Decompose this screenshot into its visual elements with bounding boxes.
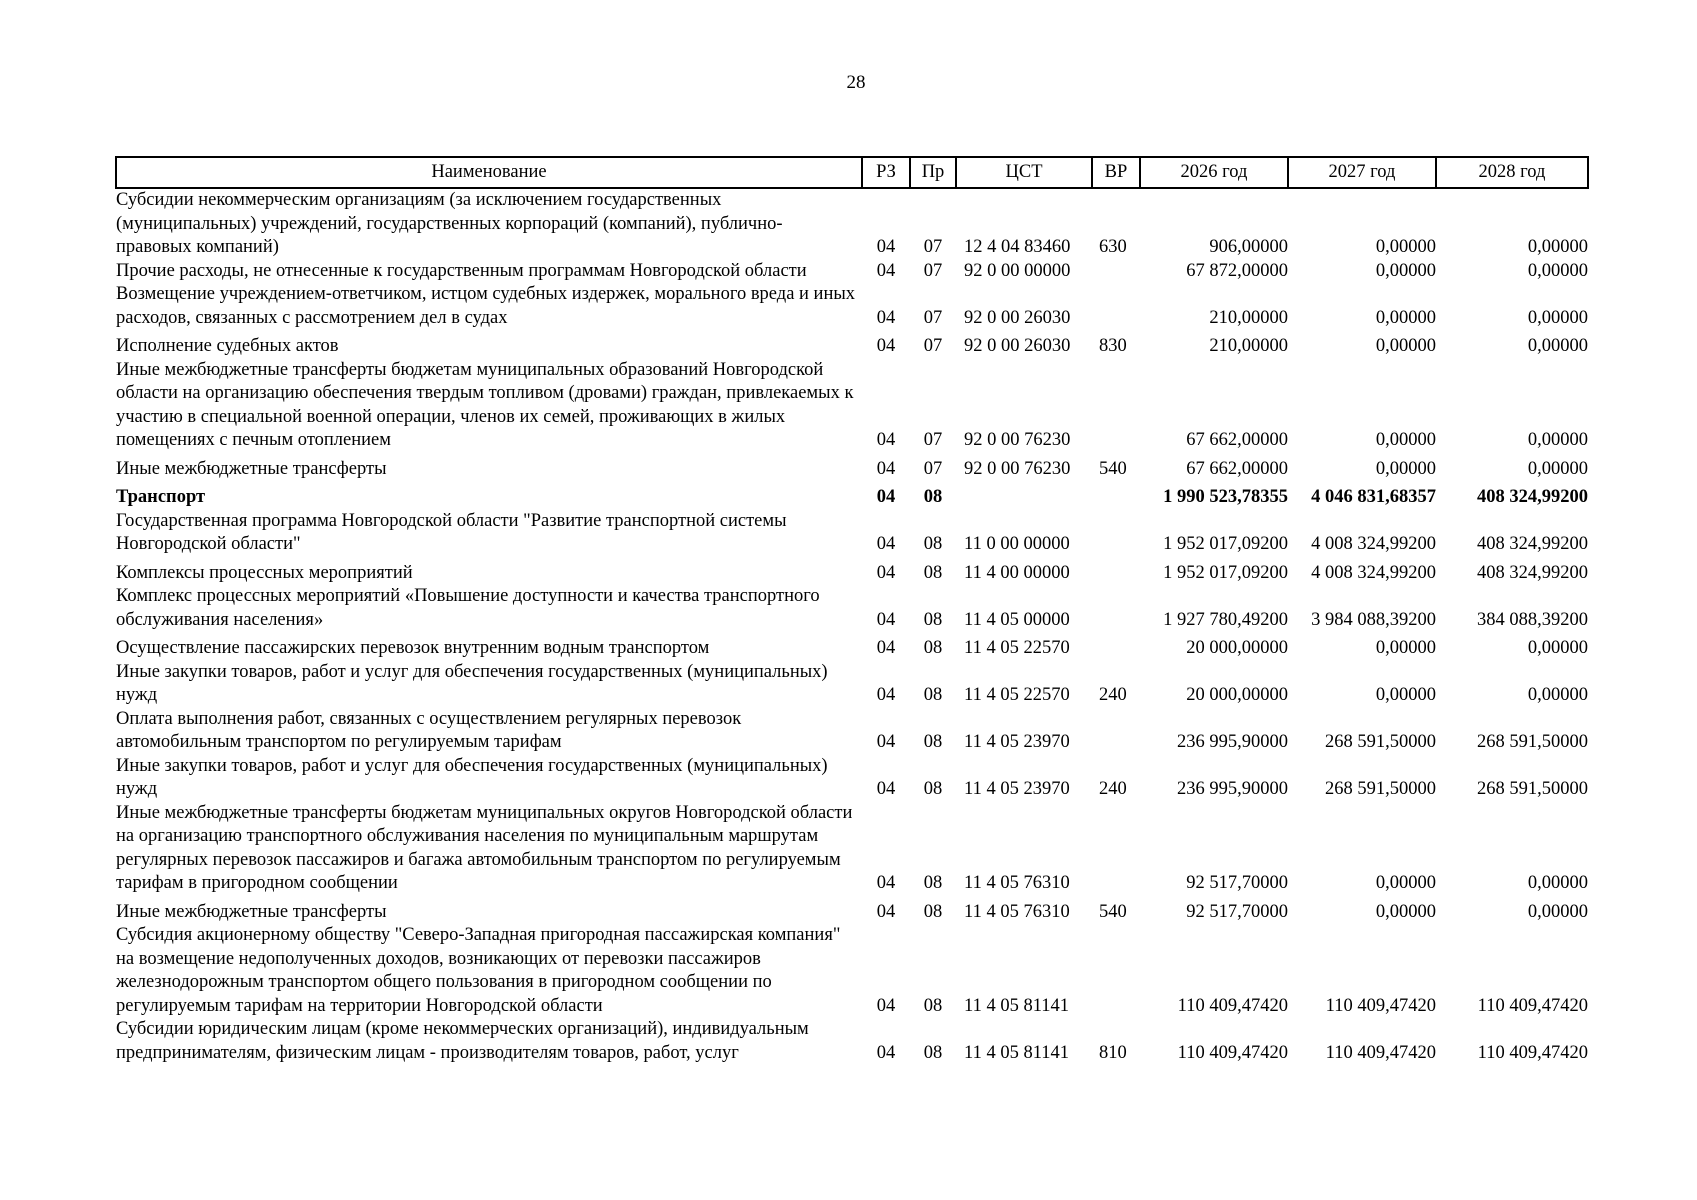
cell-2027: 0,00000 bbox=[1375, 260, 1436, 281]
cell-vr bbox=[1092, 632, 1140, 661]
cell-pr: 08 bbox=[923, 732, 943, 752]
table-row bbox=[116, 632, 1588, 661]
cell-name: Транспорт bbox=[116, 487, 206, 507]
cell-vr bbox=[1092, 359, 1140, 453]
table-row bbox=[116, 481, 1588, 510]
cell-pr: 08 bbox=[923, 534, 943, 554]
cell-2027: 0,00000 bbox=[1375, 638, 1436, 658]
cell-vr bbox=[1092, 924, 1140, 1018]
cell-2026: 1 952 017,09200 bbox=[1163, 562, 1288, 583]
cell-pr: 08 bbox=[923, 873, 943, 893]
cell-cst: 11 4 05 76310 bbox=[964, 901, 1070, 922]
cell-pr: 08 bbox=[923, 1042, 943, 1063]
cell-name: Иные межбюджетные трансферты бюджетам муниципальных образований Новгородской области на организацию обеспечения твердым топливом (дровами) граждан, привлекаемых к участию в специальной военной операции, членов их семей, проживающих в жилых помещениях с печным отоплением bbox=[116, 359, 854, 450]
cell-rz: 04 bbox=[876, 609, 896, 630]
cell-2028: 268 591,50000 bbox=[1477, 732, 1588, 752]
cell-cst: 11 0 00 00000 bbox=[964, 534, 1070, 554]
cell-rz: 04 bbox=[876, 638, 896, 658]
cell-2027: 0,00000 bbox=[1375, 901, 1436, 922]
cell-rz: 04 bbox=[876, 260, 896, 281]
cell-vr bbox=[1092, 585, 1140, 632]
cell-vr bbox=[1092, 708, 1140, 755]
cell-2027: 110 409,47420 bbox=[1325, 995, 1436, 1016]
cell-2027: 268 591,50000 bbox=[1325, 732, 1436, 752]
cell-2027: 4 008 324,99200 bbox=[1311, 562, 1436, 583]
cell-cst: 11 4 05 23970 bbox=[964, 779, 1070, 799]
cell-2026: 906,00000 bbox=[1209, 237, 1288, 257]
cell-2028: 268 591,50000 bbox=[1477, 779, 1588, 799]
table-row bbox=[116, 283, 1588, 330]
header-2027: 2027 год bbox=[1288, 157, 1436, 188]
cell-2027: 0,00000 bbox=[1375, 307, 1436, 328]
cell-rz: 04 bbox=[876, 873, 896, 893]
cell-2027: 0,00000 bbox=[1375, 336, 1436, 356]
cell-2027: 268 591,50000 bbox=[1325, 779, 1436, 799]
cell-2027: 4 046 831,68357 bbox=[1311, 487, 1436, 507]
cell-2027: 4 008 324,99200 bbox=[1311, 534, 1436, 554]
cell-pr: 07 bbox=[923, 430, 943, 450]
cell-cst: 92 0 00 26030 bbox=[964, 336, 1071, 356]
cell-name: Иные межбюджетные трансферты bbox=[116, 901, 387, 922]
cell-2026: 67 872,00000 bbox=[1186, 260, 1288, 281]
cell-pr: 08 bbox=[923, 779, 943, 799]
cell-2028: 110 409,47420 bbox=[1477, 995, 1588, 1016]
cell-2028: 0,00000 bbox=[1527, 307, 1588, 328]
cell-name: Субсидии юридическим лицам (кроме некоммерческих организаций), индивидуальным предпринимателям, физическим лицам - производителям товаров, работ, услуг bbox=[116, 1019, 809, 1063]
cell-rz: 04 bbox=[876, 534, 896, 554]
cell-cst: 11 4 05 22570 bbox=[964, 685, 1070, 705]
table-row bbox=[116, 661, 1588, 708]
table-row bbox=[116, 896, 1588, 925]
cell-name: Возмещение учреждением-ответчиком, истцом судебных издержек, морального вреда и иных расходов, связанных с рассмотрением дел в судах bbox=[116, 284, 856, 328]
cell-vr: 630 bbox=[1099, 237, 1127, 257]
table-row bbox=[116, 359, 1588, 453]
table-row bbox=[116, 260, 1588, 284]
cell-vr bbox=[1092, 283, 1140, 330]
cell-2027: 0,00000 bbox=[1375, 873, 1436, 893]
cell-2026: 1 990 523,78355 bbox=[1163, 487, 1288, 507]
cell-2026: 210,00000 bbox=[1209, 307, 1288, 328]
cell-cst: 92 0 00 76230 bbox=[964, 458, 1071, 479]
table-row bbox=[116, 453, 1588, 482]
cell-rz: 04 bbox=[876, 237, 896, 257]
cell-cst: 11 4 05 81141 bbox=[964, 1042, 1070, 1063]
cell-rz: 04 bbox=[876, 562, 896, 583]
cell-vr: 540 bbox=[1099, 458, 1127, 479]
cell-rz: 04 bbox=[876, 336, 896, 356]
cell-rz: 04 bbox=[876, 779, 896, 799]
cell-vr bbox=[1092, 802, 1140, 896]
cell-2026: 92 517,70000 bbox=[1186, 901, 1288, 922]
cell-2028: 0,00000 bbox=[1527, 873, 1588, 893]
cell-pr: 08 bbox=[923, 638, 943, 658]
cell-rz: 04 bbox=[876, 901, 896, 922]
cell-cst: 11 4 05 00000 bbox=[964, 609, 1070, 630]
cell-pr: 07 bbox=[923, 237, 943, 257]
cell-name: Исполнение судебных актов bbox=[116, 336, 339, 356]
cell-cst: 11 4 00 00000 bbox=[964, 562, 1070, 583]
cell-name: Оплата выполнения работ, связанных с осуществлением регулярных перевозок автомобильным транспортом по регулируемым тарифам bbox=[116, 708, 742, 752]
cell-2028: 0,00000 bbox=[1527, 458, 1588, 479]
cell-cst: 92 0 00 76230 bbox=[964, 430, 1071, 450]
header-rz: РЗ bbox=[862, 157, 910, 188]
header-2028: 2028 год bbox=[1436, 157, 1588, 188]
cell-pr: 07 bbox=[923, 458, 943, 479]
cell-pr: 08 bbox=[923, 685, 943, 705]
page-number: 28 bbox=[846, 72, 866, 93]
cell-cst: 92 0 00 00000 bbox=[964, 260, 1071, 281]
header-cst: ЦСТ bbox=[956, 157, 1092, 188]
cell-cst: 11 4 05 81141 bbox=[964, 995, 1070, 1016]
cell-2027: 0,00000 bbox=[1375, 458, 1436, 479]
cell-2028: 110 409,47420 bbox=[1477, 1042, 1588, 1063]
cell-2026: 110 409,47420 bbox=[1177, 995, 1288, 1016]
cell-name: Прочие расходы, не отнесенные к государственным программам Новгородской области bbox=[116, 260, 807, 281]
cell-2026: 92 517,70000 bbox=[1186, 873, 1288, 893]
cell-pr: 08 bbox=[923, 609, 943, 630]
cell-name: Субсидия акционерному обществу "Северо-Западная пригородная пассажирская компания" на возмещение недополученных доходов, возникающих от перевозки пассажиров железнодорожным транспортом общего пользования в пригородном сообщении по регулируемым тарифам на территории Новгородской области bbox=[116, 925, 841, 1016]
table-row bbox=[116, 802, 1588, 896]
cell-2027: 3 984 088,39200 bbox=[1311, 609, 1436, 630]
cell-2026: 20 000,00000 bbox=[1186, 638, 1288, 658]
cell-rz: 04 bbox=[876, 430, 896, 450]
cell-name: Иные межбюджетные трансферты бюджетам муниципальных округов Новгородской области на организацию транспортного обслуживания населения по муниципальным маршрутам регулярных перевозок пассажиров и багажа автомобильным транспортом по регулируемым тарифам в пригородном сообщении bbox=[116, 802, 853, 893]
cell-2028: 0,00000 bbox=[1527, 237, 1588, 257]
cell-pr: 08 bbox=[923, 562, 943, 583]
cell-2027: 0,00000 bbox=[1375, 430, 1436, 450]
cell-2026: 236 995,90000 bbox=[1177, 779, 1288, 799]
cell-2028: 0,00000 bbox=[1527, 336, 1588, 356]
cell-pr: 08 bbox=[923, 995, 943, 1016]
cell-2027: 110 409,47420 bbox=[1325, 1042, 1436, 1063]
cell-cst: 12 4 04 83460 bbox=[964, 237, 1071, 257]
table-row bbox=[116, 510, 1588, 557]
cell-name: Государственная программа Новгородской области "Развитие транспортной системы Новгородской области" bbox=[116, 510, 787, 554]
cell-name: Субсидии некоммерческим организациям (за исключением государственных (муниципальных) учреждений, государственных корпораций (компаний), публично-правовых компаний) bbox=[116, 190, 783, 257]
cell-pr: 07 bbox=[923, 307, 943, 328]
cell-cst: 11 4 05 23970 bbox=[964, 732, 1070, 752]
table-row bbox=[116, 1018, 1588, 1065]
cell-name: Комплексы процессных мероприятий bbox=[116, 562, 413, 583]
cell-2027: 0,00000 bbox=[1375, 237, 1436, 257]
cell-2026: 67 662,00000 bbox=[1186, 430, 1288, 450]
cell-name: Иные закупки товаров, работ и услуг для обеспечения государственных (муниципальных) нужд bbox=[116, 755, 828, 799]
cell-2026: 210,00000 bbox=[1209, 336, 1288, 356]
cell-vr: 240 bbox=[1099, 685, 1127, 705]
cell-vr bbox=[1092, 557, 1140, 586]
cell-rz: 04 bbox=[876, 487, 896, 507]
cell-vr: 240 bbox=[1099, 779, 1127, 799]
table-row bbox=[116, 557, 1588, 586]
table-row bbox=[116, 188, 1588, 260]
cell-2026: 1 927 780,49200 bbox=[1163, 609, 1288, 630]
cell-2028: 0,00000 bbox=[1527, 901, 1588, 922]
cell-name: Комплекс процессных мероприятий «Повышение доступности и качества транспортного обслуживания населения» bbox=[116, 586, 820, 630]
table-row bbox=[116, 755, 1588, 802]
cell-pr: 07 bbox=[923, 260, 943, 281]
cell-2027: 0,00000 bbox=[1375, 685, 1436, 705]
cell-2026: 110 409,47420 bbox=[1177, 1042, 1288, 1063]
cell-rz: 04 bbox=[876, 995, 896, 1016]
header-pr: Пр bbox=[910, 157, 956, 188]
cell-2026: 1 952 017,09200 bbox=[1163, 534, 1288, 554]
table-row bbox=[116, 585, 1588, 632]
cell-cst: 11 4 05 76310 bbox=[964, 873, 1070, 893]
cell-2028: 0,00000 bbox=[1527, 260, 1588, 281]
cell-pr: 07 bbox=[923, 336, 943, 356]
header-2026: 2026 год bbox=[1140, 157, 1288, 188]
cell-vr: 830 bbox=[1099, 336, 1127, 356]
cell-2028: 0,00000 bbox=[1527, 638, 1588, 658]
cell-vr bbox=[1092, 260, 1140, 284]
cell-name: Осуществление пассажирских перевозок внутренним водным транспортом bbox=[116, 638, 710, 658]
cell-2028: 0,00000 bbox=[1527, 685, 1588, 705]
cell-vr bbox=[1092, 510, 1140, 557]
table-row bbox=[116, 924, 1588, 1018]
cell-vr: 810 bbox=[1099, 1042, 1127, 1063]
cell-vr: 540 bbox=[1099, 901, 1127, 922]
cell-vr bbox=[1092, 481, 1140, 510]
header-vr: ВР bbox=[1092, 157, 1140, 188]
cell-2026: 20 000,00000 bbox=[1186, 685, 1288, 705]
cell-rz: 04 bbox=[876, 732, 896, 752]
cell-name: Иные межбюджетные трансферты bbox=[116, 458, 387, 479]
table-body bbox=[116, 188, 1588, 1065]
cell-rz: 04 bbox=[876, 1042, 896, 1063]
header-name: Наименование bbox=[116, 157, 862, 188]
cell-rz: 04 bbox=[876, 458, 896, 479]
cell-pr: 08 bbox=[923, 901, 943, 922]
table-row bbox=[116, 330, 1588, 359]
cell-2028: 408 324,99200 bbox=[1477, 562, 1588, 583]
budget-table bbox=[115, 156, 1589, 1065]
cell-2028: 408 324,99200 bbox=[1477, 534, 1588, 554]
cell-2026: 67 662,00000 bbox=[1186, 458, 1288, 479]
cell-cst bbox=[956, 481, 1092, 510]
cell-rz: 04 bbox=[876, 685, 896, 705]
cell-rz: 04 bbox=[876, 307, 896, 328]
table-header-row bbox=[116, 157, 1588, 188]
cell-cst: 11 4 05 22570 bbox=[964, 638, 1070, 658]
cell-2026: 236 995,90000 bbox=[1177, 732, 1288, 752]
table-row bbox=[116, 708, 1588, 755]
cell-name: Иные закупки товаров, работ и услуг для обеспечения государственных (муниципальных) нужд bbox=[116, 661, 828, 705]
cell-cst: 92 0 00 26030 bbox=[964, 307, 1071, 328]
cell-2028: 384 088,39200 bbox=[1477, 609, 1588, 630]
cell-pr: 08 bbox=[923, 487, 943, 507]
cell-2028: 408 324,99200 bbox=[1477, 487, 1588, 507]
cell-2028: 0,00000 bbox=[1527, 430, 1588, 450]
